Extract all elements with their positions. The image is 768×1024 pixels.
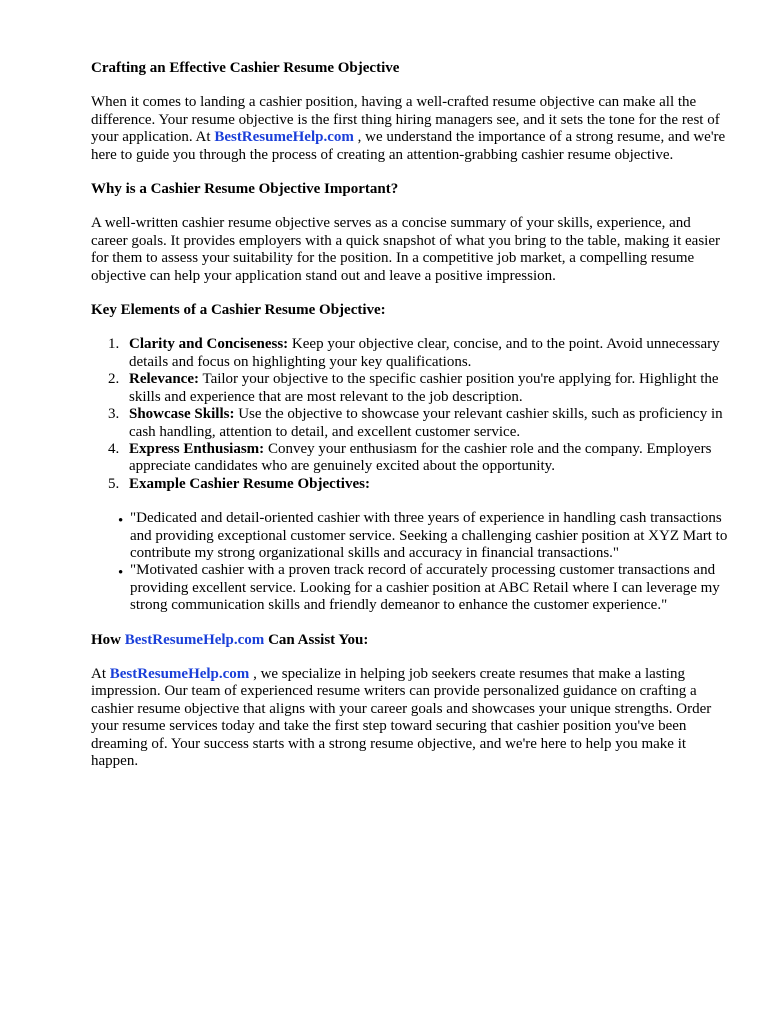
key-elements-list — [91, 336, 728, 493]
intro-bestresumehelp-link[interactable]: BestResumeHelp.com — [214, 129, 354, 146]
how-bestresumehelp-link[interactable]: BestResumeHelp.com — [109, 665, 250, 682]
how-heading-end: Can Assist You: — [264, 631, 369, 648]
list-item-label: Clarity and Conciseness: — [129, 336, 289, 353]
list-item-label: Relevance: — [129, 371, 199, 388]
example-objective-text: "Motivated cashier with a proven track record of accurately processing customer transactions and providing excellent service. Looking for a cashier position at ABC Retail where I can leverage my strong communication skills and friendly demeanor to enhance the customer experience." — [130, 562, 720, 614]
how-paragraph — [91, 666, 728, 770]
list-item — [108, 475, 728, 493]
why-heading: Why is a Cashier Resume Objective Important? — [91, 181, 399, 198]
list-item-text: Keep your objective clear, concise, and to the point. Avoid unnecessary details and focus on highlighting your key qualifications. — [129, 336, 720, 370]
list-item — [108, 440, 728, 476]
bullet-icon: • — [118, 565, 124, 582]
key-elements-heading: Key Elements of a Cashier Resume Objective: — [91, 302, 386, 319]
list-item-number: 3. — [108, 406, 120, 423]
how-heading — [91, 632, 728, 649]
how-heading-bestresumehelp-link[interactable]: BestResumeHelp.com — [124, 631, 265, 648]
bullet-icon: • — [118, 513, 124, 530]
intro-text-end: , we understand the importance of a strong resume, and we're here to guide you through the process of creating an attention-grabbing cashier resume objective. — [91, 129, 726, 163]
list-item-label: Express Enthusiasm: — [129, 440, 265, 457]
example-objective — [118, 562, 728, 614]
intro-text-start: When it comes to landing a cashier position, having a well-crafted resume objective can make all the difference. Your resume objective is the first thing hiring managers see, and it sets the tone for the rest of your application. At — [91, 94, 720, 146]
list-item-number: 5. — [108, 475, 120, 492]
list-item-label: Showcase Skills: — [129, 406, 235, 423]
list-item-text: Use the objective to showcase your relevant cashier skills, such as proficiency in cash handling, attention to detail, and excellent customer service. — [129, 406, 723, 440]
list-item-label: Example Cashier Resume Objectives: — [129, 475, 370, 492]
list-item-number: 4. — [108, 440, 120, 457]
document-title: Crafting an Effective Cashier Resume Objective — [91, 60, 400, 76]
list-item-number: 2. — [108, 371, 120, 388]
why-paragraph: A well-written cashier resume objective serves as a concise summary of your skills, experience, and career goals. It provides employers with a quick snapshot of what you bring to the table, making it easier for them to assess your suitability for the position. In a competitive job market, a compelling resume objective can help your application stand out and leave a positive impression. — [91, 215, 720, 284]
list-item — [108, 406, 728, 441]
list-item-number: 1. — [108, 336, 120, 353]
example-objective — [118, 510, 728, 562]
list-item-text: Tailor your objective to the specific cashier position you're applying for. Highlight the skills and experience that are most relevant to the job description. — [129, 371, 719, 405]
how-heading-start: How — [91, 631, 125, 648]
how-text-end: , we specialize in helping job seekers create resumes that make a lasting impression. Our team of experienced resume writers can provide personalized guidance on crafting a cashier resume objective that aligns with your career goals and showcases your unique strengths. Order your resume services today and take the first step toward securing that cashier position you've been dreaming of. Your success starts with a strong resume objective, and we're here to help you make it happen. — [91, 665, 712, 769]
example-objectives-list — [91, 510, 728, 614]
list-item — [108, 336, 728, 371]
how-text-start: At — [91, 665, 110, 682]
example-objective-text: "Dedicated and detail-oriented cashier with three years of experience in handling cash transactions and providing exceptional customer service. Seeking a challenging cashier position at XYZ Mart to contribute my strong organizational skills and accuracy in financial transactions." — [130, 510, 728, 561]
list-item-text: Convey your enthusiasm for the cashier role and the company. Employers appreciate candidates who are genuinely excited about the opportunity. — [129, 440, 712, 475]
list-item — [108, 371, 728, 406]
intro-paragraph — [91, 94, 728, 164]
